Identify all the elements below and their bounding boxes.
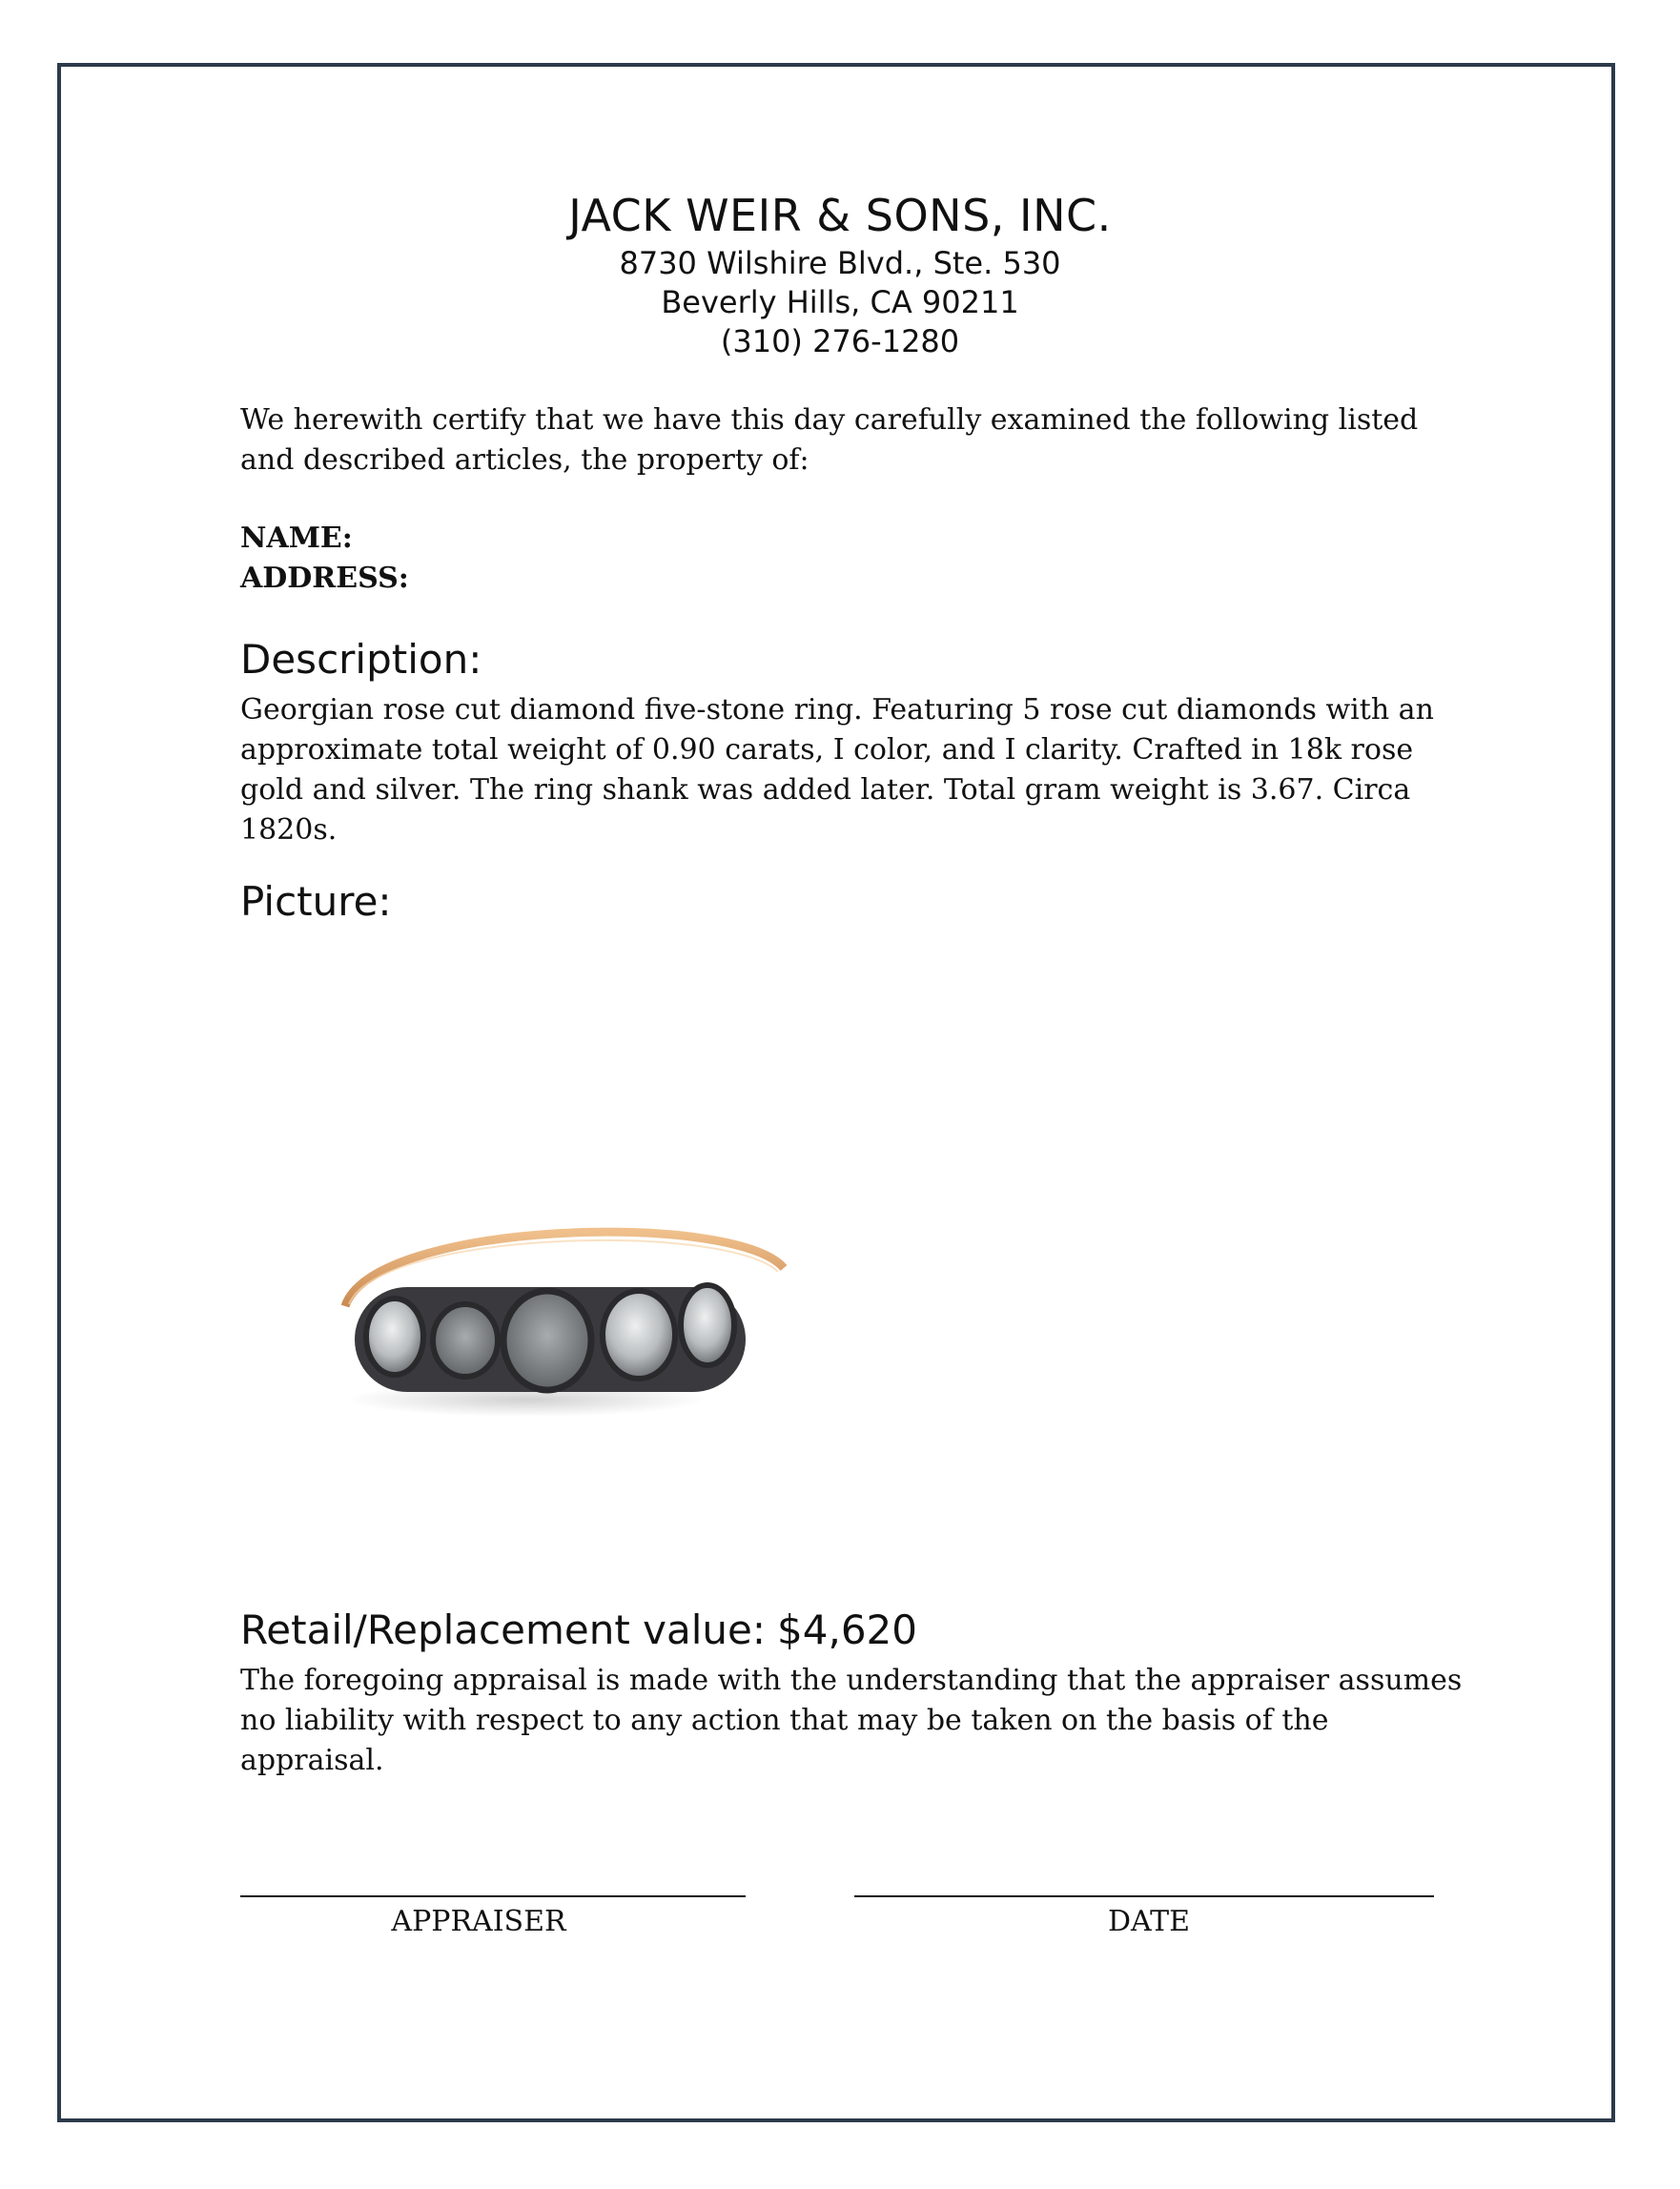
diamond-3 [503,1291,591,1390]
description-text: Georgian rose cut diamond five-stone ring. Featuring 5 rose cut diamonds with an approximate total weight of 0.90 carats, I color, and I clarity. Crafted in 18k rose gold and silver. The ring shank was added later. Total gram weight is 3.67. Circa 1820s. [240,693,1434,847]
owner-fields [240,519,409,599]
description-heading: Description: [240,636,482,683]
disclaimer-text: The foregoing appraisal is made with the understanding that the appraiser assumes no liability with respect to any action that may be taken on the basis of the appraisal. [240,1664,1463,1777]
certify-statement: We herewith certify that we have this day carefully examined the following listed and described articles, the property of: [240,403,1419,477]
diamond-5 [681,1285,734,1365]
appraiser-signature-line [240,1895,746,1897]
date-label: DATE [1108,1905,1190,1938]
phone-number: (310) 276-1280 [720,323,960,359]
document-border [57,63,1615,2122]
appraiser-label: APPRAISER [391,1905,566,1938]
diamond-2 [433,1304,498,1377]
replacement-value [240,1604,917,1657]
picture-heading: Picture: [240,878,392,925]
company-name: JACK WEIR & SONS, INC. [568,190,1112,241]
letterhead [0,187,1680,361]
diamond-1 [366,1299,423,1375]
ring-photo [336,1201,793,1430]
value-amount: $4,620 [777,1606,917,1653]
diamond-4 [603,1291,675,1379]
address-line-1: 8730 Wilshire Blvd., Ste. 530 [619,245,1061,281]
address-line-2: Beverly Hills, CA 90211 [661,284,1019,320]
name-label: NAME: [240,522,353,555]
address-label: ADDRESS: [240,562,409,595]
date-signature-line [854,1895,1434,1897]
value-label: Retail/Replacement value: [240,1606,767,1653]
